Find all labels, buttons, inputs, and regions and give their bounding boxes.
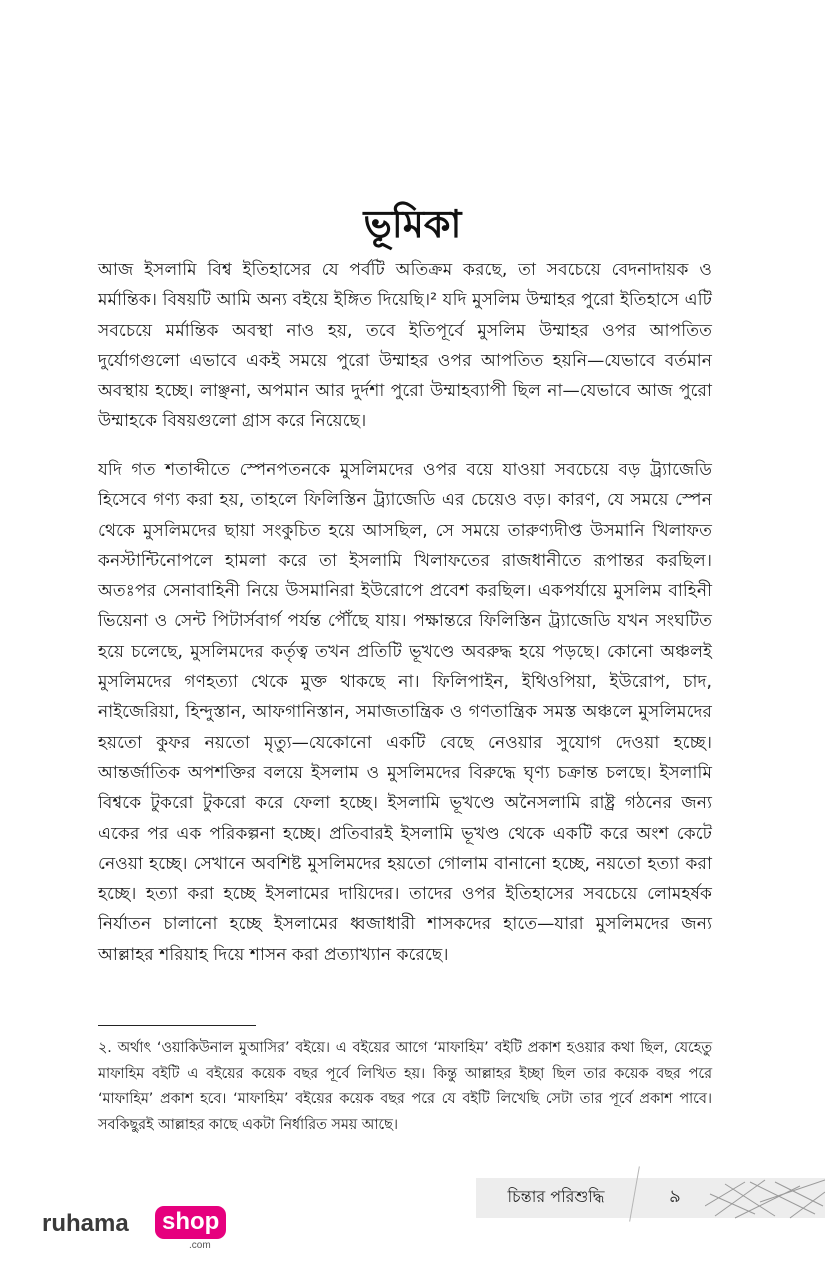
ruhama-shop-logo	[42, 1206, 232, 1254]
page-number: ৯	[669, 1186, 681, 1207]
paragraph-2: যদি গত শতাব্দীতে স্পেনপতনকে মুসলিমদের ওপর বয়ে যাওয়া সবচেয়ে বড় ট্র্যাজেডি হিসেবে গণ্য করা হয়, তাহলে ফিলিস্তিন ট্র্যাজেডি এর চেয়েও বড়। কারণ, যে সময়ে স্পেন থেকে মুসলিমদের ছায়া সংকুচিত হয়ে আসছিল, সে সময়ে তারুণ্যদীপ্ত উসমানি খিলাফত কনস্টান্টিনোপলে হামলা করে তা ইসলামি খিলাফতের রাজধানীতে রূপান্তর করছিল। অতঃপর সেনাবাহিনী নিয়ে উসমানিরা ইউরোপে প্রবেশ করছিল। একপর্যায়ে মুসলিম বাহিনী ভিয়েনা ও সেন্ট পিটার্সবার্গ পর্যন্ত পৌঁছে যায়। পক্ষান্তরে ফিলিস্তিন ট্র্যাজেডি যখন সংঘটিত হয়ে চলেছে, মুসলিমদের কর্তৃত্ব তখন প্রতিটি ভূখণ্ডে অবরুদ্ধ হয়ে পড়ছে। কোনো অঞ্চলই মুসলিমদের গণহত্যা থেকে মুক্ত থাকছে না। ফিলিপাইন, ইথিওপিয়া, ইউরোপ, চাদ, নাইজেরিয়া, হিন্দুস্তান, আফগানিস্তান, সমাজতান্ত্রিক ও গণতান্ত্রিক সমস্ত অঞ্চলে মুসলিমদের হয়তো কুফর নয়তো মৃত্যু—যেকোনো একটি বেছে নেওয়ার সুযোগ দেওয়া হচ্ছে। আন্তর্জাতিক অপশক্তির বলয়ে ইসলাম ও মুসলিমদের বিরুদ্ধে ঘৃণ্য চক্রান্ত চলছে। ইসলামি বিশ্বকে টুকরো টুকরো করে ফেলা হচ্ছে। ইসলামি ভূখণ্ডে অনৈসলামি রাষ্ট্র গঠনের জন্য একের পর এক পরিকল্পনা হচ্ছে। প্রতিবারই ইসলামি ভূখণ্ড থেকে একটি করে অংশ কেটে নেওয়া হচ্ছে। সেখানে অবশিষ্ট মুসলিমদের হয়তো গোলাম বানানো হচ্ছে, নয়তো হত্যা করা হচ্ছে। হত্যা করা হচ্ছে ইসলামের দায়িদের। তাদের ওপর ইতিহাসের সবচেয়ে লোমহর্ষক নির্যাতন চালানো হচ্ছে ইসলামের ধ্বজাধারী শাসকদের হাতে—যারা মুসলিমদের জন্য আল্লাহর শরিয়াহ দিয়ে শাসন করা প্রত্যাখ্যান করেছে।	[98, 460, 712, 965]
footnote: ২. অর্থাৎ ‘ওয়াকিউনাল মুআসির’ বইয়ে। এ বইয়ের আগে ‘মাফাহিম’ বইটি প্রকাশ হওয়ার কথা ছিল, যেহেতু মাফাহিম বইটি এ বইয়ের কয়েক বছর পূর্বে লিখিত হয়। কিন্তু আল্লাহর ইচ্ছা ছিল তার কয়েক বছর পরে ‘মাফাহিম’ প্রকাশ হবে। ‘মাফাহিম’ বইয়ের কয়েক বছর পরে যে বইটি লিখেছি সেটা তার পূর্বে প্রকাশ পাবে। সবকিছুরই আল্লাহর কাছে একটা নির্ধারিত সময় আছে।	[98, 1040, 712, 1133]
paragraph-1: আজ ইসলামি বিশ্ব ইতিহাসের যে পর্বটি অতিক্রম করছে, তা সবচেয়ে বেদনাদায়ক ও মর্মান্তিক। বিষয়টি আমি অন্য বইয়ে ইঙ্গিত দিয়েছি।² যদি মুসলিম উম্মাহর পুরো ইতিহাসে এটি সবচেয়ে মর্মান্তিক অবস্থা নাও হয়, তবে ইতিপূর্বে মুসলিম উম্মাহর ওপর আপতিত দুর্যোগগুলো এভাবে একই সময়ে পুরো উম্মাহর ওপর আপতিত হয়নি—যেভাবে বর্তমান অবস্থায় হচ্ছে। লাঞ্ছনা, অপমান আর দুর্দশা পুরো উম্মাহব্যাপী ছিল না—যেভাবে আজ পুরো উম্মাহকে বিষয়গুলো গ্রাস করে নিয়েছে।	[98, 260, 712, 432]
logo-wordmark: ruhama	[42, 1210, 129, 1237]
footnote-divider	[98, 1025, 256, 1026]
page-title: ভূমিকা	[363, 202, 462, 246]
logo-domain: .com	[189, 1240, 211, 1251]
decorative-line-pattern	[705, 1176, 825, 1222]
logo-shop-badge: shop	[155, 1206, 226, 1239]
running-book-title: চিন্তার পরিশুদ্ধি	[507, 1187, 605, 1206]
